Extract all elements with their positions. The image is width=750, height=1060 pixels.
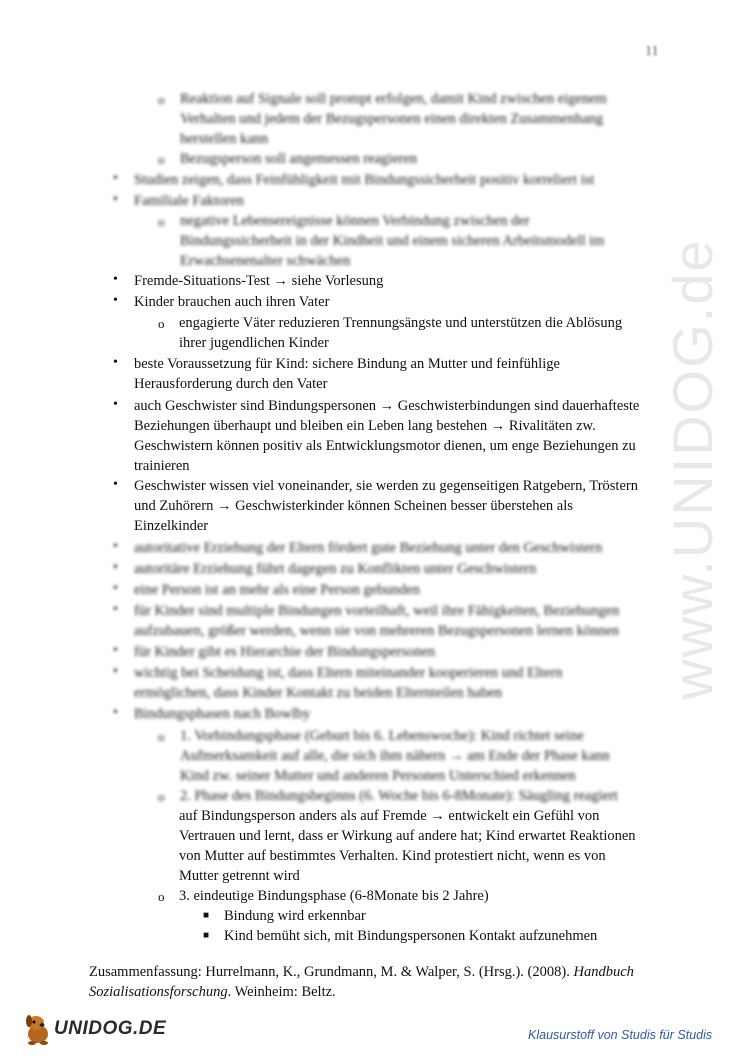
sub-bullet: o — [158, 889, 165, 904]
text-line: ermöglichen, dass Kinder Kontakt zu beiden Elternteilen haben — [134, 685, 503, 701]
text-line: Reaktion auf Signale soll prompt erfolgen, damit Kind zwischen eigenem — [180, 91, 607, 107]
summary-reference: Zusammenfassung: Hurrelmann, K., Grundmann, M. & Walper, S. (Hrsg.). (2008). Handbuch — [89, 964, 634, 980]
text-line: Bezugsperson soll angemessen reagieren — [180, 151, 418, 167]
text-line: Familiale Faktoren — [134, 193, 244, 209]
text-line: autoritäre Erziehung führt dagegen zu Konflikten unter Geschwistern — [134, 561, 537, 577]
text-line: Mutter getrennt wird — [179, 868, 300, 884]
text-line: autoritative Erziehung der Eltern fördert gute Beziehung unter den Geschwistern — [134, 540, 603, 556]
text-line: Vertrauen und lernt, dass er Wirkung auf andere hat; Kind erwartet Reaktionen — [179, 828, 636, 844]
square-bullet: ■ — [203, 910, 210, 921]
text-line: Bindungsphasen nach Bowlby — [134, 706, 311, 722]
sub-bullet: o — [158, 729, 165, 744]
text-line: Bindungssicherheit in der Kindheit und einem sicheren Arbeitsmodell im — [180, 233, 605, 249]
bullet: • — [113, 581, 118, 596]
text-line: Beziehungen überhaupt und bleiben ein Leben lang bestehen → Rivalitäten zw. — [134, 418, 596, 434]
text-line: Geschwister wissen viel voneinander, sie werden zu gegenseitigen Ratgebern, Tröstern — [134, 478, 638, 494]
footer-tagline: Klausurstoff von Studis für Studis — [528, 1028, 713, 1042]
text-line: Aufmerksamkeit auf alle, die sich ihm nähern → am Ende der Phase kann — [180, 748, 610, 764]
text-line: 1. Vorbindungsphase (Geburt bis 6. Lebenswoche): Kind richtet seine — [180, 728, 584, 744]
sub-bullet: o — [158, 92, 165, 107]
bullet: • — [113, 355, 118, 370]
text-line: Kinder brauchen auch ihren Vater — [134, 294, 330, 310]
text-line: engagierte Väter reduzieren Trennungsängste und unterstützen die Ablösung — [179, 315, 623, 331]
text-line: trainieren — [134, 458, 190, 474]
bullet: • — [113, 705, 118, 720]
text-line: Bindung wird erkennbar — [224, 908, 366, 924]
sub-bullet: o — [158, 214, 165, 229]
bullet: • — [113, 539, 118, 554]
text-line: Studien zeigen, dass Feinfühligkeit mit Bindungssicherheit positiv korreliert ist — [134, 172, 595, 188]
text-line: Erwachsenenalter schwächen — [180, 253, 351, 269]
square-bullet: ■ — [203, 930, 210, 941]
text-line: Fremde-Situations-Test → siehe Vorlesung — [134, 273, 384, 289]
text-line: 3. eindeutige Bindungsphase (6-8Monate bis 2 Jahre) — [179, 888, 489, 904]
text-line: eine Person ist an mehr als eine Person gebunden — [134, 582, 420, 598]
text-line: negative Lebensereignisse können Verbindung zwischen der — [180, 213, 530, 229]
text-line: aufzubauen, größer werden, wenn sie von mehreren Bezugspersonen lernen können — [134, 623, 620, 639]
bullet: • — [113, 192, 118, 207]
text-line: und Zuhörern → Geschwisterkinder können Scheinen besser überstehen als — [134, 498, 573, 514]
bullet: • — [113, 560, 118, 575]
bullet: • — [113, 477, 118, 492]
text-line: Einzelkinder — [134, 518, 209, 534]
dog-icon — [22, 1012, 54, 1046]
text-line: Kind zw. seiner Mutter und anderen Personen Unterschied erkennen — [180, 768, 576, 784]
text-line: herstellen kann — [180, 131, 269, 147]
text-line: ihrer jugendlichen Kinder — [179, 335, 329, 351]
text-line: für Kinder gibt es Hierarchie der Bindungspersonen — [134, 644, 436, 660]
text-line: Geschwistern können positiv als Entwicklungsmotor dienen, um enge Beziehungen zu — [134, 438, 636, 454]
page-number: 11 — [645, 44, 659, 59]
sub-bullet: o — [158, 789, 165, 804]
bullet: • — [113, 293, 118, 308]
text-line: Herausforderung durch den Vater — [134, 376, 328, 392]
text-line: Kind bemüht sich, mit Bindungspersonen Kontakt aufzunehmen — [224, 928, 598, 944]
bullet: • — [113, 272, 118, 287]
bullet: • — [113, 602, 118, 617]
bullet: • — [113, 664, 118, 679]
text-line: auf Bindungsperson anders als auf Fremde → entwickelt ein Gefühl von — [179, 808, 600, 824]
bullet: • — [113, 397, 118, 412]
bullet: • — [113, 643, 118, 658]
text-line: auch Geschwister sind Bindungspersonen → Geschwisterbindungen sind dauerhafteste — [134, 398, 640, 414]
text-line: 2. Phase des Bindungsbeginns (6. Woche bis 6-8Monate): Säugling reagiert — [180, 788, 618, 804]
text-line: beste Voraussetzung für Kind: sichere Bindung an Mutter und feinfühlige — [134, 356, 560, 372]
text-line: für Kinder sind multiple Bindungen vorteilhaft, weil ihre Fähigkeiten, Beziehungen — [134, 603, 620, 619]
unidog-logo — [22, 1012, 166, 1046]
watermark: www.UNIDOG.de — [661, 238, 724, 700]
text-line: wichtig bei Scheidung ist, dass Eltern miteinander kooperieren und Eltern — [134, 665, 563, 681]
text-line: Verhalten und jedem der Bezugspersonen einen direkten Zusammenhang — [180, 111, 604, 127]
bullet: • — [113, 171, 118, 186]
text-line: von Mutter auf bestimmtes Verhalten. Kind protestiert nicht, wenn es von — [179, 848, 606, 864]
summary-reference-cont: Sozialisationsforschung. Weinheim: Beltz. — [89, 984, 336, 1000]
sub-bullet: o — [158, 152, 165, 167]
logo-text: UNIDOG.DE — [54, 1018, 167, 1039]
sub-bullet: o — [158, 316, 165, 331]
